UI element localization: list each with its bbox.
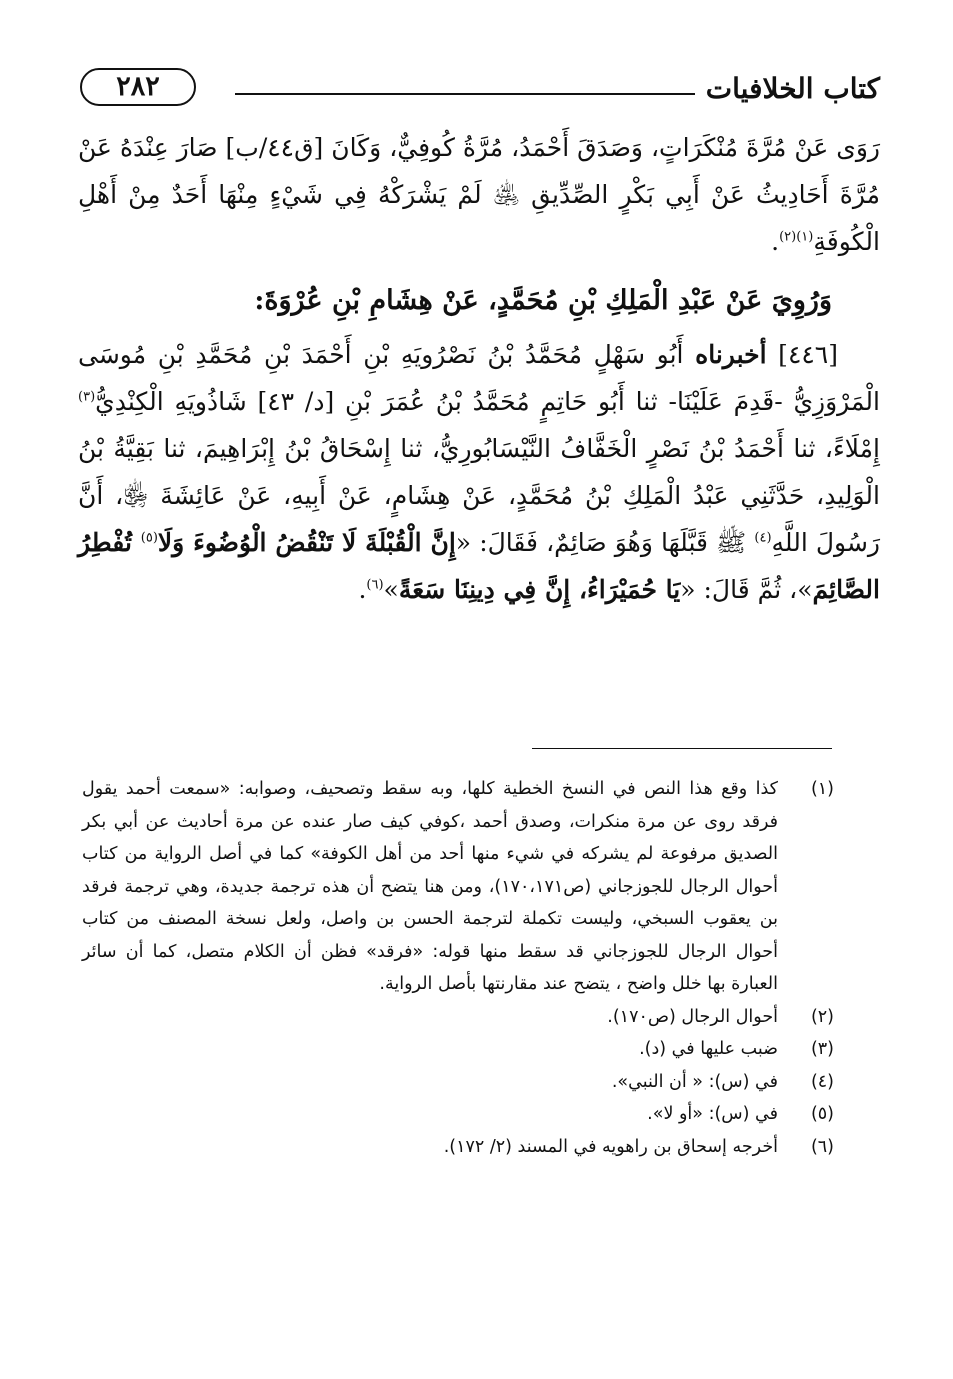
footnote-number: (٣) [810, 1039, 834, 1059]
paragraph-1-text: رَوَى عَنْ مُرَّةَ مُنْكَرَاتٍ، وَصَدَقَ أَحْمَدُ، مُرَّةُ كُوفِيٌّ، وَكَانَ [ق٤٤/ب] صَارَ عِنْدَهُ عَنْ مُرَّةَ أَحَادِيثُ عَنْ أَبِي بَكْرٍ الصِّدِّيقِ ﵁ لَمْ يَشْرَكْهُ فِي شَيْءٍ مِنْهَا أَحَدٌ مِنْ أَهْلِ الْكُوفَةِ [78, 133, 880, 256]
paragraph-1-end: . [771, 227, 780, 256]
footnote-2 [82, 1001, 834, 1034]
footnote-text: في (س): «أو لا». [647, 1104, 778, 1124]
footnote-1 [82, 773, 834, 1001]
isnad-part-4: »، ثُمَّ قَالَ: « [680, 575, 813, 604]
hadith-quote-1: إِنَّ الْقُبْلَةَ لَا تَنْقُضُ الْوُضُوءَ وَلَا [157, 528, 456, 557]
isnad-part-2: إِمْلَاءً، ثنا أَحْمَدُ بْنُ نَصْرٍ الْخَفَّافُ النَّيْسَابُورِيُّ، ثنا إِسْحَاقُ بْنُ إِبْرَاهِيمَ، ثنا بَقِيَّةُ بْنُ الْوَلِيدِ، حَدَّثَنِي عَبْدُ الْمَلِكِ بْنُ مُحَمَّدٍ، عَنْ هِشَامٍ، عَنْ أَبِيهِ، عَنْ عَائِشَةَ ﵂، أَنَّ رَسُولَ اللَّهِ [78, 434, 880, 557]
footnote-ref-5[interactable]: (٥) [140, 530, 158, 546]
main-text [78, 124, 880, 613]
page-header [80, 66, 880, 116]
footnote-3 [82, 1033, 834, 1066]
footnote-ref-1-2[interactable]: (١)(٢) [779, 229, 814, 245]
footnote-ref-4[interactable]: (٤) [754, 530, 772, 546]
footnote-text: أحوال الرجال (ص١٧٠). [607, 1006, 778, 1027]
footnote-ref-3[interactable]: (٣) [78, 389, 96, 405]
footnote-text: أخرجه إسحاق بن راهويه في المسند (٢/ ١٧٢). [443, 1136, 778, 1157]
paragraph-1 [78, 124, 880, 265]
page-number: ٢٨٢ [80, 68, 196, 106]
section-heading: وَرُوِيَ عَنْ عَبْدِ الْمَلِكِ بْنِ مُحَمَّدٍ، عَنْ هِشَامِ بْنِ عُرْوَةَ: [254, 285, 832, 316]
hadith-quote-2: يَا حُمَيْرَاءُ، إِنَّ فِي دِينِنَا سَعَةً [398, 575, 681, 604]
isnad-part-1: أَبُو سَهْلٍ مُحَمَّدُ بْنُ نَصْرُويَهِ بْنِ أَحْمَدَ بْنِ مُحَمَّدِ بْنِ مُوسَى الْمَرْوَزِيُّ -قَدِمَ عَلَيْنَا- ثنا أَبُو حَاتِمٍ مُحَمَّدُ بْنُ عُمَرَ بْنِ [د/ ٤٣] شَاذُويَهِ الْكِنْدِيُّ [78, 340, 880, 416]
footnote-ref-6[interactable]: (٦) [366, 577, 384, 593]
footnote-text: ضبب عليها في (د). [639, 1039, 778, 1059]
isnad-part-3: ﷺ قَبَّلَهَا وَهُوَ صَائِمٌ، فَقَالَ: « [455, 528, 755, 557]
footnote-6 [82, 1131, 834, 1164]
akhbarana-word: أخبرناه [695, 340, 767, 369]
footnote-text: في (س): « أن النبي». [611, 1071, 778, 1092]
hadith-number: [٤٤٦] [778, 340, 838, 369]
footnote-number: (٤) [810, 1071, 834, 1092]
header-rule [235, 93, 695, 95]
footnote-text: كذا وقع هذا النص في النسخ الخطية كلها، وبه سقط وتصحيف، وصوابه: «سمعت أحمد يقول فرقد روى عن مرة منكرات، وصدق أحمد ،كوفي كيف صار عنده عن مرة أحاديث عن أبي بكر الصديق مرفوعة لم يشركه في شيء منها أحد من أهل الكوفة» كما في أصل الرواية من كتاب أحوال الرجال للجوزجاني (ص١٧٠،١٧١)، ومن هنا يتضح أن هذه ترجمة جديدة، وهي ترجمة فرقد بن يعقوب السبخي، وليست تكملة لترجمة الحسن بن واصل، ولعل نسخة المصنف من كتاب أحوال الرجال للجوزجاني قد سقط منها قوله: «فرقد» فظن أن الكلام متصل، كما أن سائر العبارة بها خلل واضح ، يتضح عند مقارنتها بأصل الرواية. [82, 779, 778, 994]
book-title: كتاب الخلافيات [705, 72, 880, 105]
footnote-4 [82, 1066, 834, 1099]
footnote-number: (٢) [810, 1006, 834, 1027]
footnotes [82, 773, 834, 1163]
hadith-paragraph [78, 331, 880, 613]
footnote-5 [82, 1098, 834, 1131]
footnote-number: (٦) [810, 1136, 834, 1157]
isnad-part-5: » [383, 575, 399, 604]
hadith-end: . [358, 575, 367, 604]
hadith-quote-1b: تُفْطِرُ الصَّائِمَ [78, 528, 880, 604]
footnote-number: (١) [810, 779, 834, 799]
footnote-number: (٥) [810, 1104, 834, 1124]
footnote-separator [532, 748, 832, 749]
